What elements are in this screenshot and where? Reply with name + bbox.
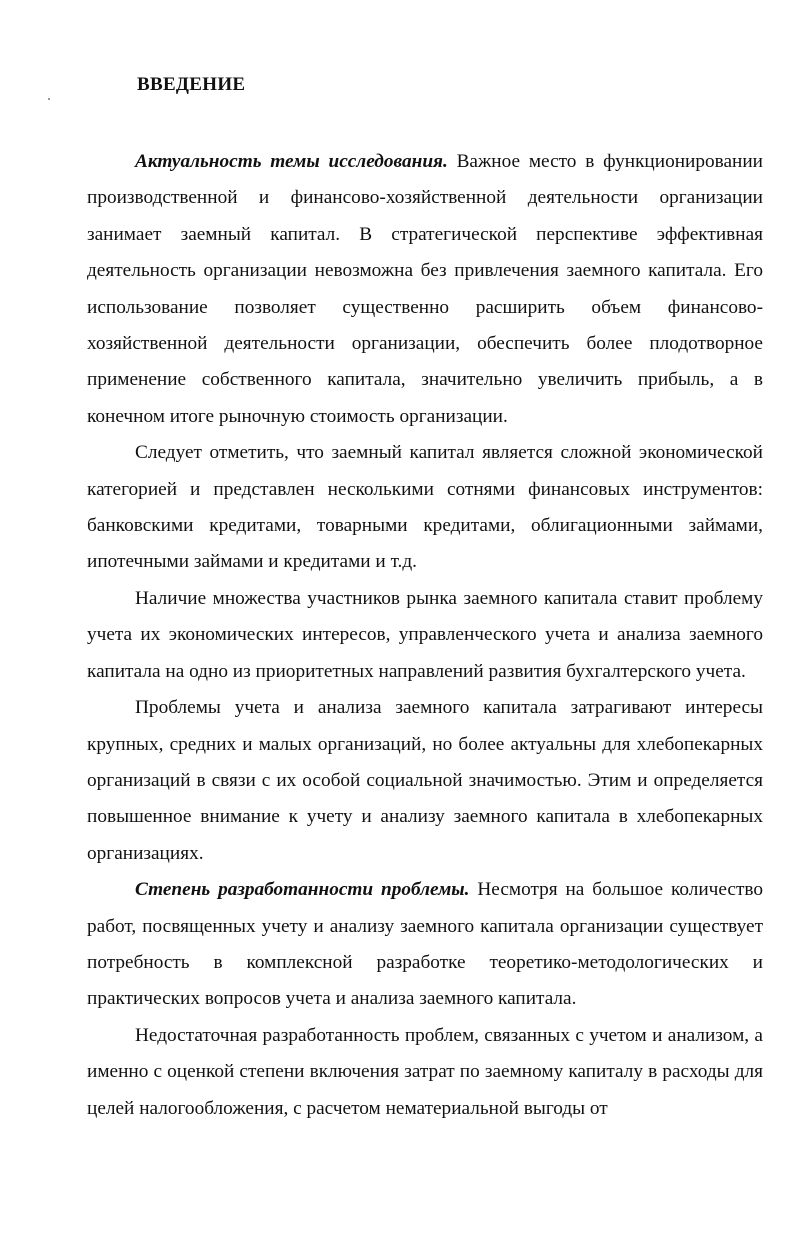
- paragraph-degree-of-development: [87, 872, 763, 1018]
- page-title: ВВЕДЕНИЕ: [137, 74, 246, 95]
- paragraph-text: Наличие множества участников рынка заемного капитала ставит проблему учета их экономических интересов, управленческого учета и анализа заемного капитала на одно из приоритетных направлений развития бухгалтерского учета.: [87, 587, 763, 682]
- paragraph-market-participants: [87, 581, 763, 690]
- paragraph-text: Следует отметить, что заемный капитал является сложной экономической категорией и представлен несколькими сотнями финансовых инструментов: банковскими кредитами, товарными кредитами, облигационными займами, ипотечными займами и кредитами и т.д.: [87, 442, 763, 573]
- paragraph-bakery-organizations: [87, 690, 763, 872]
- paragraph-lead: Актуальность темы исследования.: [135, 151, 448, 172]
- paragraph-relevance: [87, 144, 763, 435]
- scan-speck: [48, 98, 50, 100]
- paragraph-text: Важное место в функционировании производственной и финансово-хозяйственной деятельности организации занимает заемный капитал. В стратегической перспективе эффективная деятельность организации невозможна без привлечения заемного капитала. Его использование позволяет существенно расширить объем финансово-хозяйственной деятельности организации, обеспечить более плодотворное применение собственного капитала, значительно увеличить прибыль, а в конечном итоге рыночную стоимость организации.: [87, 151, 763, 427]
- paragraph-text: Несмотря на большое количество работ, посвященных учету и анализу заемного капитала организации существует потребность в комплексной разработке теоретико-методологических и практических вопросов учета и анализа заемного капитала.: [87, 879, 763, 1010]
- paragraph-lead: Степень разработанности проблемы.: [135, 879, 470, 901]
- paragraph-insufficient-development: [87, 1018, 763, 1127]
- document-body: [87, 144, 763, 1127]
- paragraph-borrowed-capital: [87, 435, 763, 581]
- paragraph-text: Недостаточная разработанность проблем, связанных с учетом и анализом, а именно с оценкой степени включения затрат по заемному капиталу в расходы для целей налогообложения, с расчетом нематериальной выгоды от: [87, 1024, 763, 1119]
- paragraph-text: Проблемы учета и анализа заемного капитала затрагивают интересы крупных, средних и малых организаций, но более актуальны для хлебопекарных организаций в связи с их особой социальной значимостью. Этим и определяется повышенное внимание к учету и анализу заемного капитала в хлебопекарных организациях.: [87, 697, 763, 864]
